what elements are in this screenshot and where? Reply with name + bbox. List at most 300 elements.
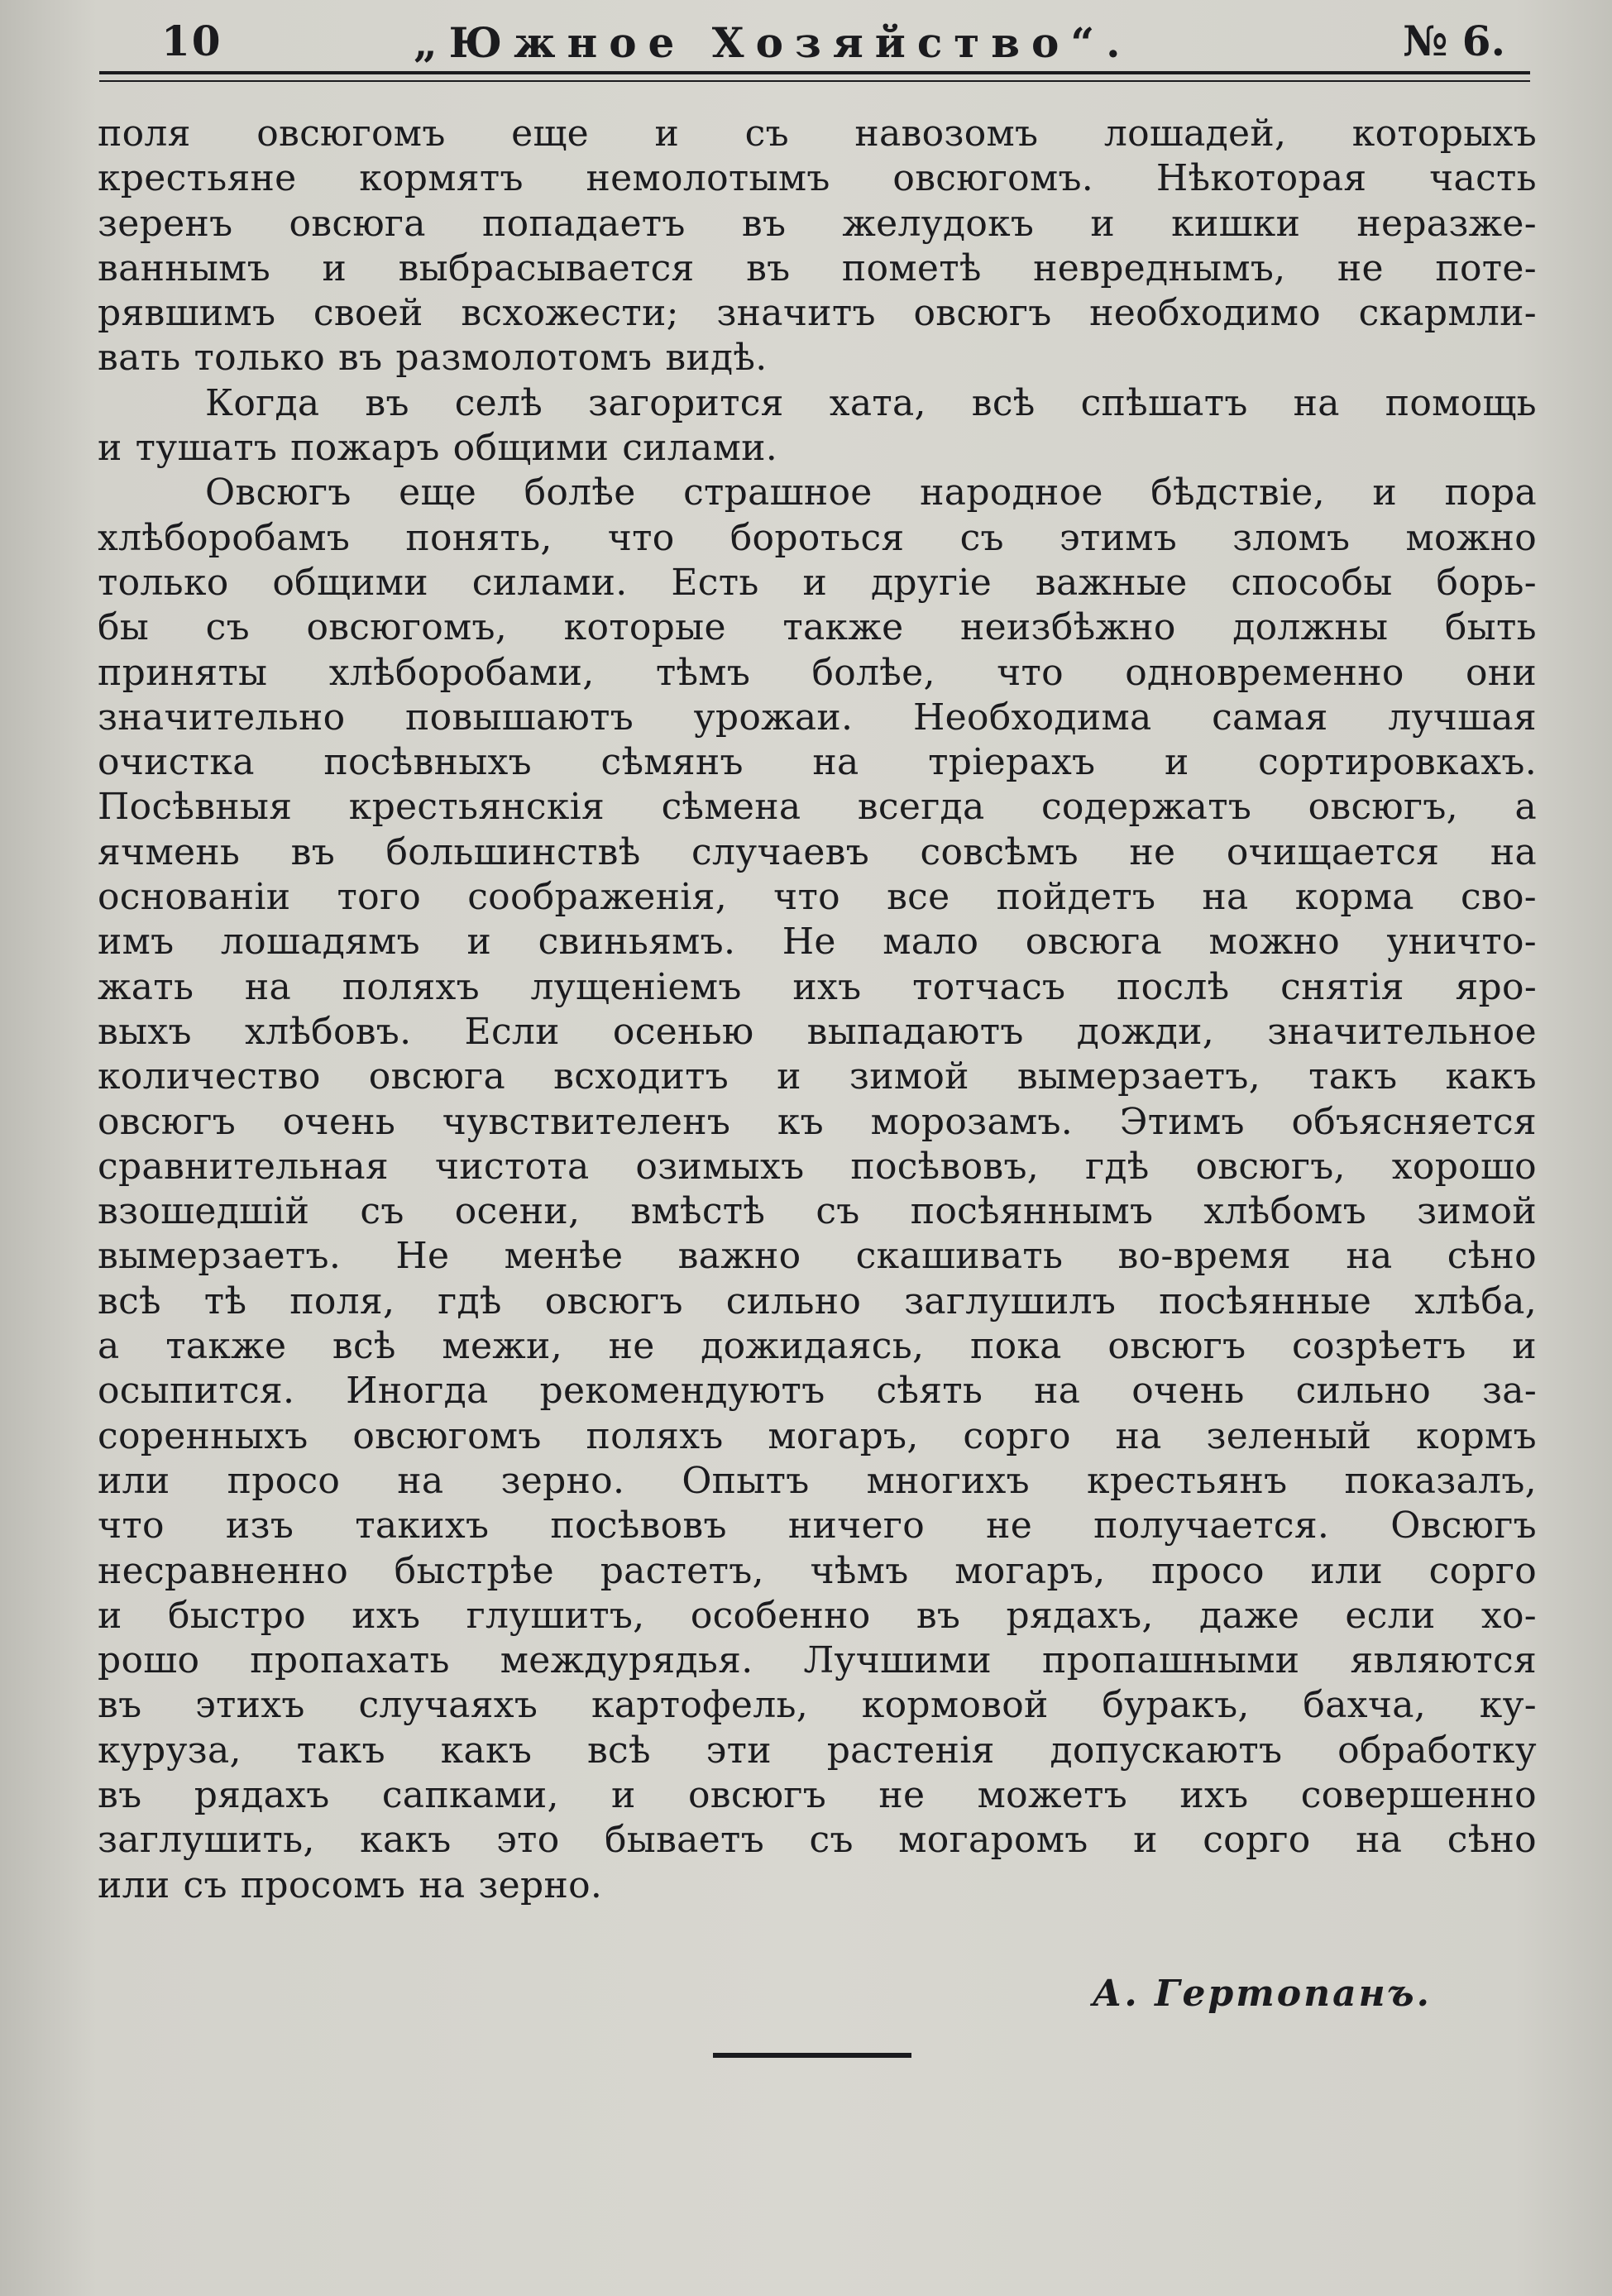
text-word: на bbox=[1202, 876, 1249, 919]
text-word: съ bbox=[816, 1190, 860, 1233]
text-word: рядахъ bbox=[194, 1773, 330, 1816]
text-word: ихъ bbox=[792, 965, 862, 1008]
text-word: въ bbox=[741, 202, 787, 245]
text-word: вать bbox=[98, 337, 181, 380]
text-word: всѣ bbox=[332, 1325, 396, 1368]
text-word: также bbox=[165, 1325, 287, 1368]
text-word: еще bbox=[511, 112, 589, 155]
text-word: особенно bbox=[690, 1594, 871, 1637]
text-word: просо bbox=[227, 1459, 341, 1502]
text-word: ку- bbox=[1479, 1684, 1537, 1727]
text-line bbox=[98, 202, 1537, 246]
text-word: куруза, bbox=[98, 1729, 242, 1772]
text-word: овсюга bbox=[289, 202, 426, 245]
text-word: на bbox=[419, 1863, 466, 1906]
text-word: борь- bbox=[1436, 561, 1537, 604]
text-word: необходимо bbox=[1089, 292, 1321, 335]
text-word: большинствѣ bbox=[385, 830, 641, 873]
text-word: или bbox=[98, 1863, 170, 1906]
text-word: яро- bbox=[1455, 965, 1537, 1008]
text-word: заглушить, bbox=[98, 1819, 315, 1862]
text-word: Необходима bbox=[912, 696, 1152, 739]
text-word: въ bbox=[746, 246, 791, 289]
text-word: еще bbox=[399, 471, 477, 514]
text-word: зерно. bbox=[500, 1459, 625, 1502]
text-line bbox=[98, 1414, 1537, 1459]
text-line bbox=[98, 651, 1537, 696]
text-word: что bbox=[773, 876, 840, 919]
text-word: сорго bbox=[1203, 1819, 1311, 1862]
text-word: поля bbox=[98, 112, 191, 155]
text-word: являются bbox=[1350, 1639, 1537, 1682]
text-word: хорошо bbox=[1391, 1145, 1537, 1188]
text-word: просо bbox=[1151, 1549, 1265, 1592]
text-word: важно bbox=[677, 1235, 801, 1278]
text-word: соренныхъ bbox=[98, 1414, 309, 1457]
text-word: если bbox=[1345, 1594, 1436, 1637]
text-word: скашивать bbox=[855, 1235, 1064, 1278]
text-word: вымерзаетъ, bbox=[1016, 1055, 1261, 1098]
text-word: спѣшатъ bbox=[1080, 381, 1248, 424]
text-word: значительное bbox=[1267, 1010, 1537, 1053]
text-word: и bbox=[98, 1594, 122, 1637]
text-word: даже bbox=[1199, 1594, 1300, 1637]
text-word: овсюга bbox=[1025, 921, 1163, 964]
text-word: глушитъ, bbox=[466, 1594, 645, 1637]
text-word: рядахъ, bbox=[1006, 1594, 1154, 1637]
text-word: совершенно bbox=[1300, 1773, 1537, 1816]
text-word: и bbox=[1090, 202, 1116, 245]
text-word: значитъ bbox=[716, 292, 876, 335]
text-word: на bbox=[244, 965, 292, 1008]
text-word: народное bbox=[920, 471, 1103, 514]
text-word: можно bbox=[1208, 921, 1341, 964]
text-word: посѣянные bbox=[1159, 1280, 1372, 1323]
text-word: могаръ, bbox=[954, 1549, 1106, 1592]
text-word: основаніи bbox=[98, 876, 291, 919]
text-line bbox=[98, 112, 1537, 156]
text-word: получается. bbox=[1093, 1504, 1330, 1547]
text-word: во-время bbox=[1117, 1235, 1292, 1278]
text-word: ячмень bbox=[98, 830, 241, 873]
text-word: бываетъ bbox=[605, 1819, 764, 1862]
text-word: совсѣмъ bbox=[920, 830, 1079, 873]
text-word: быстро bbox=[167, 1594, 306, 1637]
text-word: сильно bbox=[1295, 1370, 1432, 1413]
text-word: сорго bbox=[1428, 1549, 1537, 1592]
text-word: овсюгъ, bbox=[1195, 1145, 1346, 1188]
text-word: загорится bbox=[588, 381, 784, 424]
text-word: скармли- bbox=[1358, 292, 1537, 335]
text-word: сильно bbox=[725, 1280, 862, 1323]
text-word: жать bbox=[98, 965, 194, 1008]
text-word: овсюгомъ bbox=[256, 112, 446, 155]
text-line bbox=[98, 605, 1537, 650]
text-word: въ bbox=[365, 381, 409, 424]
text-word: буракъ, bbox=[1102, 1684, 1250, 1727]
text-word: очищается bbox=[1226, 830, 1440, 873]
text-line bbox=[98, 830, 1537, 875]
text-word: въ bbox=[916, 1594, 961, 1637]
text-line bbox=[98, 875, 1537, 920]
text-word: показалъ, bbox=[1344, 1459, 1537, 1502]
text-line bbox=[98, 1145, 1537, 1189]
text-word: случаяхъ bbox=[358, 1684, 538, 1727]
text-word: кормъ bbox=[1416, 1414, 1537, 1457]
text-line bbox=[98, 426, 1537, 471]
text-word: пока bbox=[969, 1325, 1062, 1368]
text-word: это bbox=[496, 1819, 560, 1862]
text-word: и bbox=[611, 1773, 636, 1816]
text-word: соображенія, bbox=[467, 876, 727, 919]
text-line bbox=[98, 1459, 1537, 1504]
text-word: хлѣбомъ bbox=[1203, 1190, 1367, 1233]
text-word: что bbox=[607, 516, 675, 559]
text-word: и bbox=[777, 1055, 801, 1098]
text-word: посѣвовъ, bbox=[850, 1145, 1040, 1188]
text-word: одновременно bbox=[1125, 651, 1404, 694]
text-word: дожди, bbox=[1076, 1010, 1215, 1053]
text-word: посѣяннымъ bbox=[910, 1190, 1154, 1233]
text-word: поте- bbox=[1435, 246, 1537, 289]
text-word: овсюга bbox=[368, 1055, 506, 1098]
text-word: такихъ bbox=[355, 1504, 490, 1547]
text-word: быть bbox=[1444, 606, 1537, 649]
text-word: лошадямъ bbox=[220, 921, 420, 964]
text-word: и bbox=[1512, 1325, 1537, 1368]
text-word: сѣно bbox=[1447, 1819, 1537, 1862]
text-word: сѣять bbox=[876, 1370, 983, 1413]
text-word: пометѣ bbox=[841, 246, 982, 289]
text-word: лошадей, bbox=[1103, 112, 1287, 155]
text-word: быстрѣе bbox=[394, 1549, 555, 1592]
text-word: тотчасъ bbox=[912, 965, 1066, 1008]
text-word: осенью bbox=[612, 1010, 754, 1053]
text-word: способы bbox=[1231, 561, 1393, 604]
text-line bbox=[98, 246, 1537, 291]
text-word: должны bbox=[1232, 606, 1389, 649]
text-word: бахча, bbox=[1303, 1684, 1427, 1727]
text-line bbox=[98, 471, 1537, 515]
text-word: что bbox=[98, 1504, 165, 1547]
text-word: хлѣборобами, bbox=[328, 651, 595, 694]
text-word: хлѣба, bbox=[1414, 1280, 1537, 1323]
text-word: понять, bbox=[405, 516, 552, 559]
text-word: поля, bbox=[289, 1280, 395, 1323]
text-word: чувствителенъ bbox=[442, 1100, 731, 1143]
text-word: не bbox=[878, 1773, 926, 1816]
text-word: тѣ bbox=[203, 1280, 247, 1323]
text-word: кормовой bbox=[861, 1684, 1049, 1727]
text-word: овсюгъ bbox=[98, 1100, 237, 1143]
text-line bbox=[98, 1638, 1537, 1683]
text-line bbox=[98, 1504, 1537, 1548]
text-word: пропахать bbox=[250, 1639, 450, 1682]
text-word: а bbox=[1514, 786, 1537, 829]
text-word: овсюгомъ, bbox=[306, 606, 508, 649]
text-word: къ bbox=[777, 1100, 824, 1143]
text-word: не bbox=[608, 1325, 655, 1368]
text-word: овсюгъ bbox=[688, 1773, 827, 1816]
text-line bbox=[98, 696, 1537, 740]
text-word: зерно. bbox=[478, 1863, 603, 1906]
text-word: только bbox=[98, 561, 229, 604]
text-word: взошедшій bbox=[98, 1190, 310, 1233]
text-word: значительно bbox=[98, 696, 346, 739]
text-word: сѣмянъ bbox=[600, 741, 744, 784]
journal-title: „Южное Хозяйство“. bbox=[414, 18, 1132, 67]
text-word: ваннымъ bbox=[98, 246, 270, 289]
text-word: снятія bbox=[1280, 965, 1404, 1008]
text-word: кормятъ bbox=[359, 157, 524, 200]
text-word: овсюгомъ bbox=[352, 1414, 542, 1457]
text-word: ихъ bbox=[1179, 1773, 1249, 1816]
text-word: Овсюгъ bbox=[205, 471, 352, 514]
text-word: могаръ, bbox=[768, 1414, 919, 1457]
text-word: немолотымъ bbox=[586, 157, 830, 200]
text-word: чѣмъ bbox=[810, 1549, 909, 1592]
text-line bbox=[98, 965, 1537, 1010]
text-word: пора bbox=[1444, 471, 1537, 514]
text-line bbox=[98, 1549, 1537, 1594]
text-line bbox=[98, 1010, 1537, 1055]
text-word: хо- bbox=[1480, 1594, 1537, 1637]
text-word: растетъ, bbox=[600, 1549, 764, 1592]
text-word: очистка bbox=[98, 741, 255, 784]
text-word: такъ bbox=[1308, 1055, 1398, 1098]
text-word: самая bbox=[1212, 696, 1328, 739]
text-word: можетъ bbox=[977, 1773, 1128, 1816]
text-word: селѣ bbox=[454, 381, 543, 424]
text-line bbox=[98, 336, 1537, 380]
text-line bbox=[98, 1863, 1537, 1908]
text-line bbox=[98, 1818, 1537, 1863]
text-word: ихъ bbox=[352, 1594, 421, 1637]
page-header bbox=[99, 15, 1530, 78]
text-word: съ bbox=[360, 1190, 404, 1233]
text-word: они bbox=[1465, 651, 1537, 694]
text-word: и bbox=[1372, 471, 1398, 514]
text-word: бѣдствіе, bbox=[1150, 471, 1325, 514]
text-word: Овсюгъ bbox=[1390, 1504, 1537, 1547]
text-word: другіе bbox=[870, 561, 993, 604]
text-word: растенія bbox=[826, 1729, 995, 1772]
text-word: которыхъ bbox=[1351, 112, 1537, 155]
text-word: сравнительная bbox=[98, 1145, 389, 1188]
text-word: крестьянскія bbox=[348, 786, 605, 829]
text-word: пойдетъ bbox=[996, 876, 1156, 919]
text-word: Иногда bbox=[346, 1370, 489, 1413]
text-word: что bbox=[997, 651, 1064, 694]
text-word: просомъ bbox=[240, 1863, 406, 1906]
text-word: корма bbox=[1294, 876, 1414, 919]
text-word: междурядья. bbox=[500, 1639, 753, 1682]
text-word: сво- bbox=[1460, 876, 1537, 919]
text-word: несравненно bbox=[98, 1549, 348, 1592]
text-word: Не bbox=[395, 1235, 450, 1278]
text-line bbox=[98, 1055, 1537, 1099]
end-rule bbox=[713, 2053, 911, 2058]
text-word: выхъ bbox=[98, 1010, 192, 1053]
text-word: всѣ bbox=[971, 381, 1036, 424]
text-word: и bbox=[654, 112, 680, 155]
text-word: или bbox=[1310, 1549, 1383, 1592]
text-word: этимъ bbox=[1060, 516, 1178, 559]
text-word: рекомендуютъ bbox=[539, 1370, 825, 1413]
text-line bbox=[98, 156, 1537, 201]
text-word: своей bbox=[313, 292, 423, 335]
text-word: какъ bbox=[1445, 1055, 1537, 1098]
text-word: бы bbox=[98, 606, 150, 649]
text-word: овсюгомъ. bbox=[892, 157, 1094, 200]
text-word: посѣвовъ bbox=[550, 1504, 727, 1547]
text-word: также bbox=[782, 606, 904, 649]
text-word: за- bbox=[1482, 1370, 1537, 1413]
text-word: Этимъ bbox=[1119, 1100, 1245, 1143]
text-word: которые bbox=[563, 606, 726, 649]
text-word: и bbox=[98, 427, 122, 470]
text-word: Если bbox=[464, 1010, 560, 1053]
text-word: на bbox=[1346, 1235, 1393, 1278]
text-word: помощь bbox=[1385, 381, 1537, 424]
text-word: зимой bbox=[849, 1055, 969, 1098]
text-word: силами. bbox=[622, 427, 778, 470]
text-word: всѣ bbox=[586, 1729, 651, 1772]
text-word: многихъ bbox=[866, 1459, 1030, 1502]
text-word: и bbox=[1164, 741, 1189, 784]
text-word: пропашными bbox=[1042, 1639, 1300, 1682]
text-word: такъ bbox=[296, 1729, 385, 1772]
text-line bbox=[98, 1100, 1537, 1145]
text-word: сапками, bbox=[381, 1773, 559, 1816]
text-word: всходитъ bbox=[553, 1055, 729, 1098]
text-word: въ bbox=[338, 337, 383, 380]
text-word: Когда bbox=[205, 381, 320, 424]
text-word: того bbox=[337, 876, 422, 919]
text-word: Опытъ bbox=[682, 1459, 810, 1502]
text-word: чистота bbox=[434, 1145, 590, 1188]
text-word: вымерзаетъ. bbox=[98, 1235, 342, 1278]
text-word: часть bbox=[1429, 157, 1537, 200]
text-line bbox=[98, 740, 1537, 785]
text-word: размолотомъ bbox=[395, 337, 653, 380]
text-word: кишки bbox=[1171, 202, 1301, 245]
text-word: послѣ bbox=[1117, 965, 1230, 1008]
text-word: все bbox=[887, 876, 950, 919]
text-word: тѣмъ bbox=[655, 651, 751, 694]
text-word: сортировкахъ. bbox=[1258, 741, 1537, 784]
text-word: болѣе bbox=[524, 471, 636, 514]
text-word: силами. bbox=[471, 561, 628, 604]
text-word: Не bbox=[782, 921, 836, 964]
text-word: обработку bbox=[1337, 1729, 1537, 1772]
text-word: на bbox=[1490, 830, 1537, 873]
text-word: невреднымъ, bbox=[1033, 246, 1286, 289]
text-line bbox=[98, 1773, 1537, 1818]
text-line bbox=[98, 1594, 1537, 1638]
text-word: свиньямъ. bbox=[538, 921, 736, 964]
text-word: общими bbox=[452, 427, 610, 470]
text-word: на bbox=[812, 741, 859, 784]
text-word: общими bbox=[272, 561, 428, 604]
text-word: съ bbox=[205, 606, 250, 649]
text-word: лучшая bbox=[1388, 696, 1537, 739]
text-word: осени, bbox=[454, 1190, 581, 1233]
text-word: изъ bbox=[225, 1504, 294, 1547]
text-word: въ bbox=[98, 1684, 142, 1727]
text-word: приняты bbox=[98, 651, 268, 694]
text-word: рявшимъ bbox=[98, 292, 276, 335]
text-word: или bbox=[98, 1459, 170, 1502]
text-word: и bbox=[466, 921, 492, 964]
text-word: на bbox=[1293, 381, 1340, 424]
text-word: Есть bbox=[671, 561, 759, 604]
text-word: содержатъ bbox=[1040, 786, 1252, 829]
text-line bbox=[98, 1280, 1537, 1324]
text-word: съ bbox=[183, 1863, 227, 1906]
text-word: хлѣборобамъ bbox=[98, 516, 351, 559]
page-number: 10 bbox=[161, 17, 222, 65]
text-word: попадаетъ bbox=[481, 202, 686, 245]
text-line bbox=[98, 291, 1537, 336]
text-line bbox=[98, 381, 1537, 426]
text-word: картофель, bbox=[591, 1684, 809, 1727]
text-word: урожаи. bbox=[693, 696, 854, 739]
text-word: межи, bbox=[442, 1325, 562, 1368]
text-word: имъ bbox=[98, 921, 175, 964]
text-word: заглушилъ bbox=[904, 1280, 1117, 1323]
text-word: рошо bbox=[98, 1639, 200, 1682]
text-word: и bbox=[1133, 1819, 1158, 1862]
text-word: какъ bbox=[360, 1819, 452, 1862]
text-word: допускаютъ bbox=[1050, 1729, 1283, 1772]
text-word: поляхъ bbox=[586, 1414, 724, 1457]
text-line bbox=[98, 785, 1537, 830]
text-word: на bbox=[397, 1459, 444, 1502]
text-line bbox=[98, 561, 1537, 605]
text-word: посѣвныхъ bbox=[323, 741, 532, 784]
text-word: тріерахъ bbox=[928, 741, 1096, 784]
text-word: въ bbox=[98, 1773, 142, 1816]
text-word: случаевъ bbox=[691, 830, 870, 873]
text-word: не bbox=[1129, 830, 1176, 873]
text-word: и bbox=[802, 561, 828, 604]
text-line bbox=[98, 1324, 1537, 1369]
text-word: гдѣ bbox=[438, 1280, 502, 1323]
header-rule-thick bbox=[99, 71, 1530, 74]
text-line bbox=[98, 1369, 1537, 1413]
text-line bbox=[98, 1189, 1537, 1234]
text-word: эти bbox=[706, 1729, 772, 1772]
text-word: осыпится. bbox=[98, 1370, 295, 1413]
text-word: лущеніемъ bbox=[530, 965, 742, 1008]
text-word: всегда bbox=[857, 786, 985, 829]
text-word: въ bbox=[290, 830, 336, 873]
text-word: Посѣвныя bbox=[98, 786, 293, 829]
text-word: хлѣбовъ. bbox=[244, 1010, 412, 1053]
text-word: созрѣетъ bbox=[1292, 1325, 1466, 1368]
text-word: страшное bbox=[683, 471, 873, 514]
text-word: не bbox=[1337, 246, 1384, 289]
text-word: неизбѣжно bbox=[959, 606, 1176, 649]
text-line bbox=[98, 1234, 1537, 1279]
text-word: не bbox=[986, 1504, 1033, 1547]
text-word: зеренъ bbox=[98, 202, 233, 245]
text-word: овсюгъ bbox=[544, 1280, 683, 1323]
text-word: зломъ bbox=[1232, 516, 1351, 559]
text-word: ничего bbox=[787, 1504, 925, 1547]
text-word: съ bbox=[744, 112, 789, 155]
